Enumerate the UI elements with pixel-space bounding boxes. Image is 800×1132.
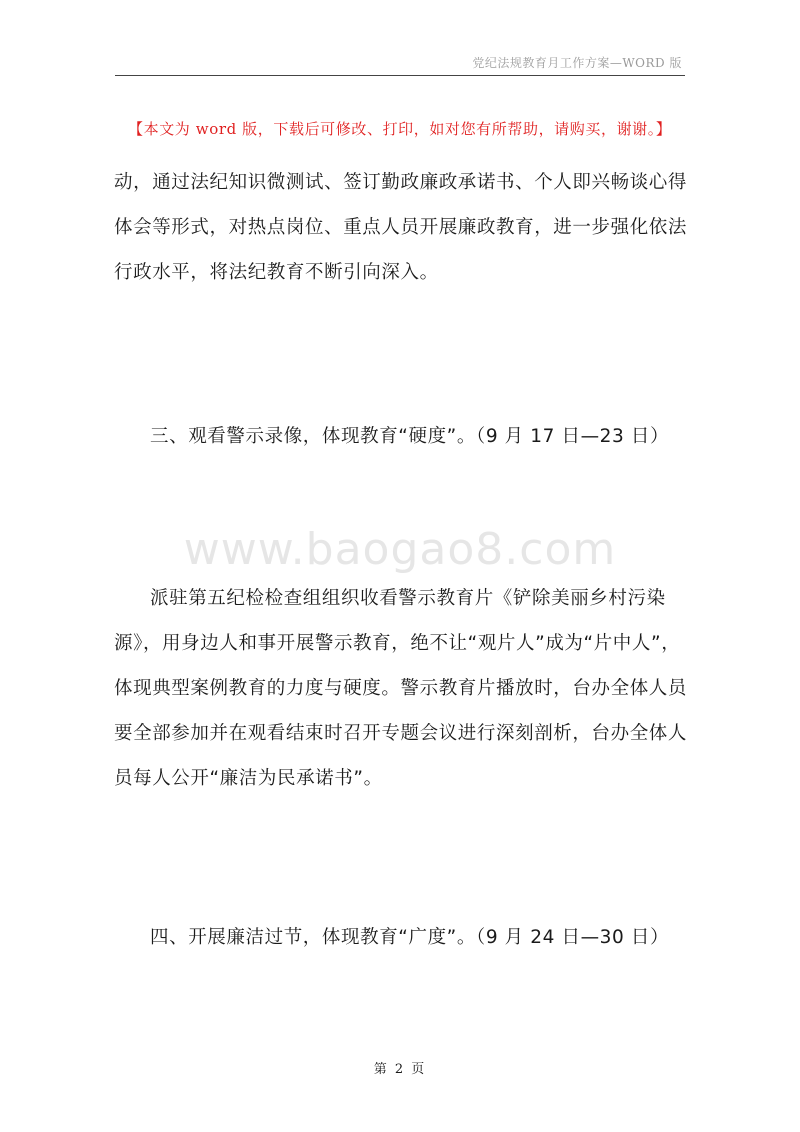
text-line: 动，通过法纪知识微测试、签订勤政廉政承诺书、个人即兴畅谈心得 [114, 172, 688, 193]
text-line: 行政水平，将法纪教育不断引向深入。 [114, 262, 439, 283]
heading-text: 三、观看警示录像，体现教育“硬度”。（9 月 17 日—23 日） [150, 426, 670, 447]
running-header: 党纪法规教育月工作方案—WORD 版 [472, 56, 682, 70]
watermark: www.baogao8.com [183, 524, 617, 575]
page-number: 第 2 页 [373, 1062, 427, 1077]
text-line: 员每人公开“廉洁为民承诺书”。 [114, 768, 383, 789]
paragraph-warning-video [114, 576, 688, 801]
paragraph-continuation [114, 160, 688, 295]
text-line: 要全部参加并在观看结束时召开专题会议进行深刻剖析，台办全体人 [114, 723, 688, 744]
section-heading-3 [114, 414, 688, 459]
download-notice: 【本文为 word 版，下载后可修改、打印，如对您有所帮助，请购买，谢谢。】 [128, 120, 672, 138]
section-heading-4 [114, 915, 688, 960]
text-line: 派驻第五纪检检查组组织收看警示教育片《铲除美丽乡村污染 [150, 588, 666, 609]
text-line: 体现典型案例教育的力度与硬度。警示教育片播放时，台办全体人员 [114, 678, 688, 699]
text-line: 体会等形式，对热点岗位、重点人员开展廉政教育，进一步强化依法 [114, 217, 688, 238]
heading-text: 四、开展廉洁过节，体现教育“广度”。（9 月 24 日—30 日） [150, 927, 670, 948]
text-line: 源》，用身边人和事开展警示教育，绝不让“观片人”成为“片中人”， [114, 633, 681, 654]
header-divider [115, 75, 685, 76]
